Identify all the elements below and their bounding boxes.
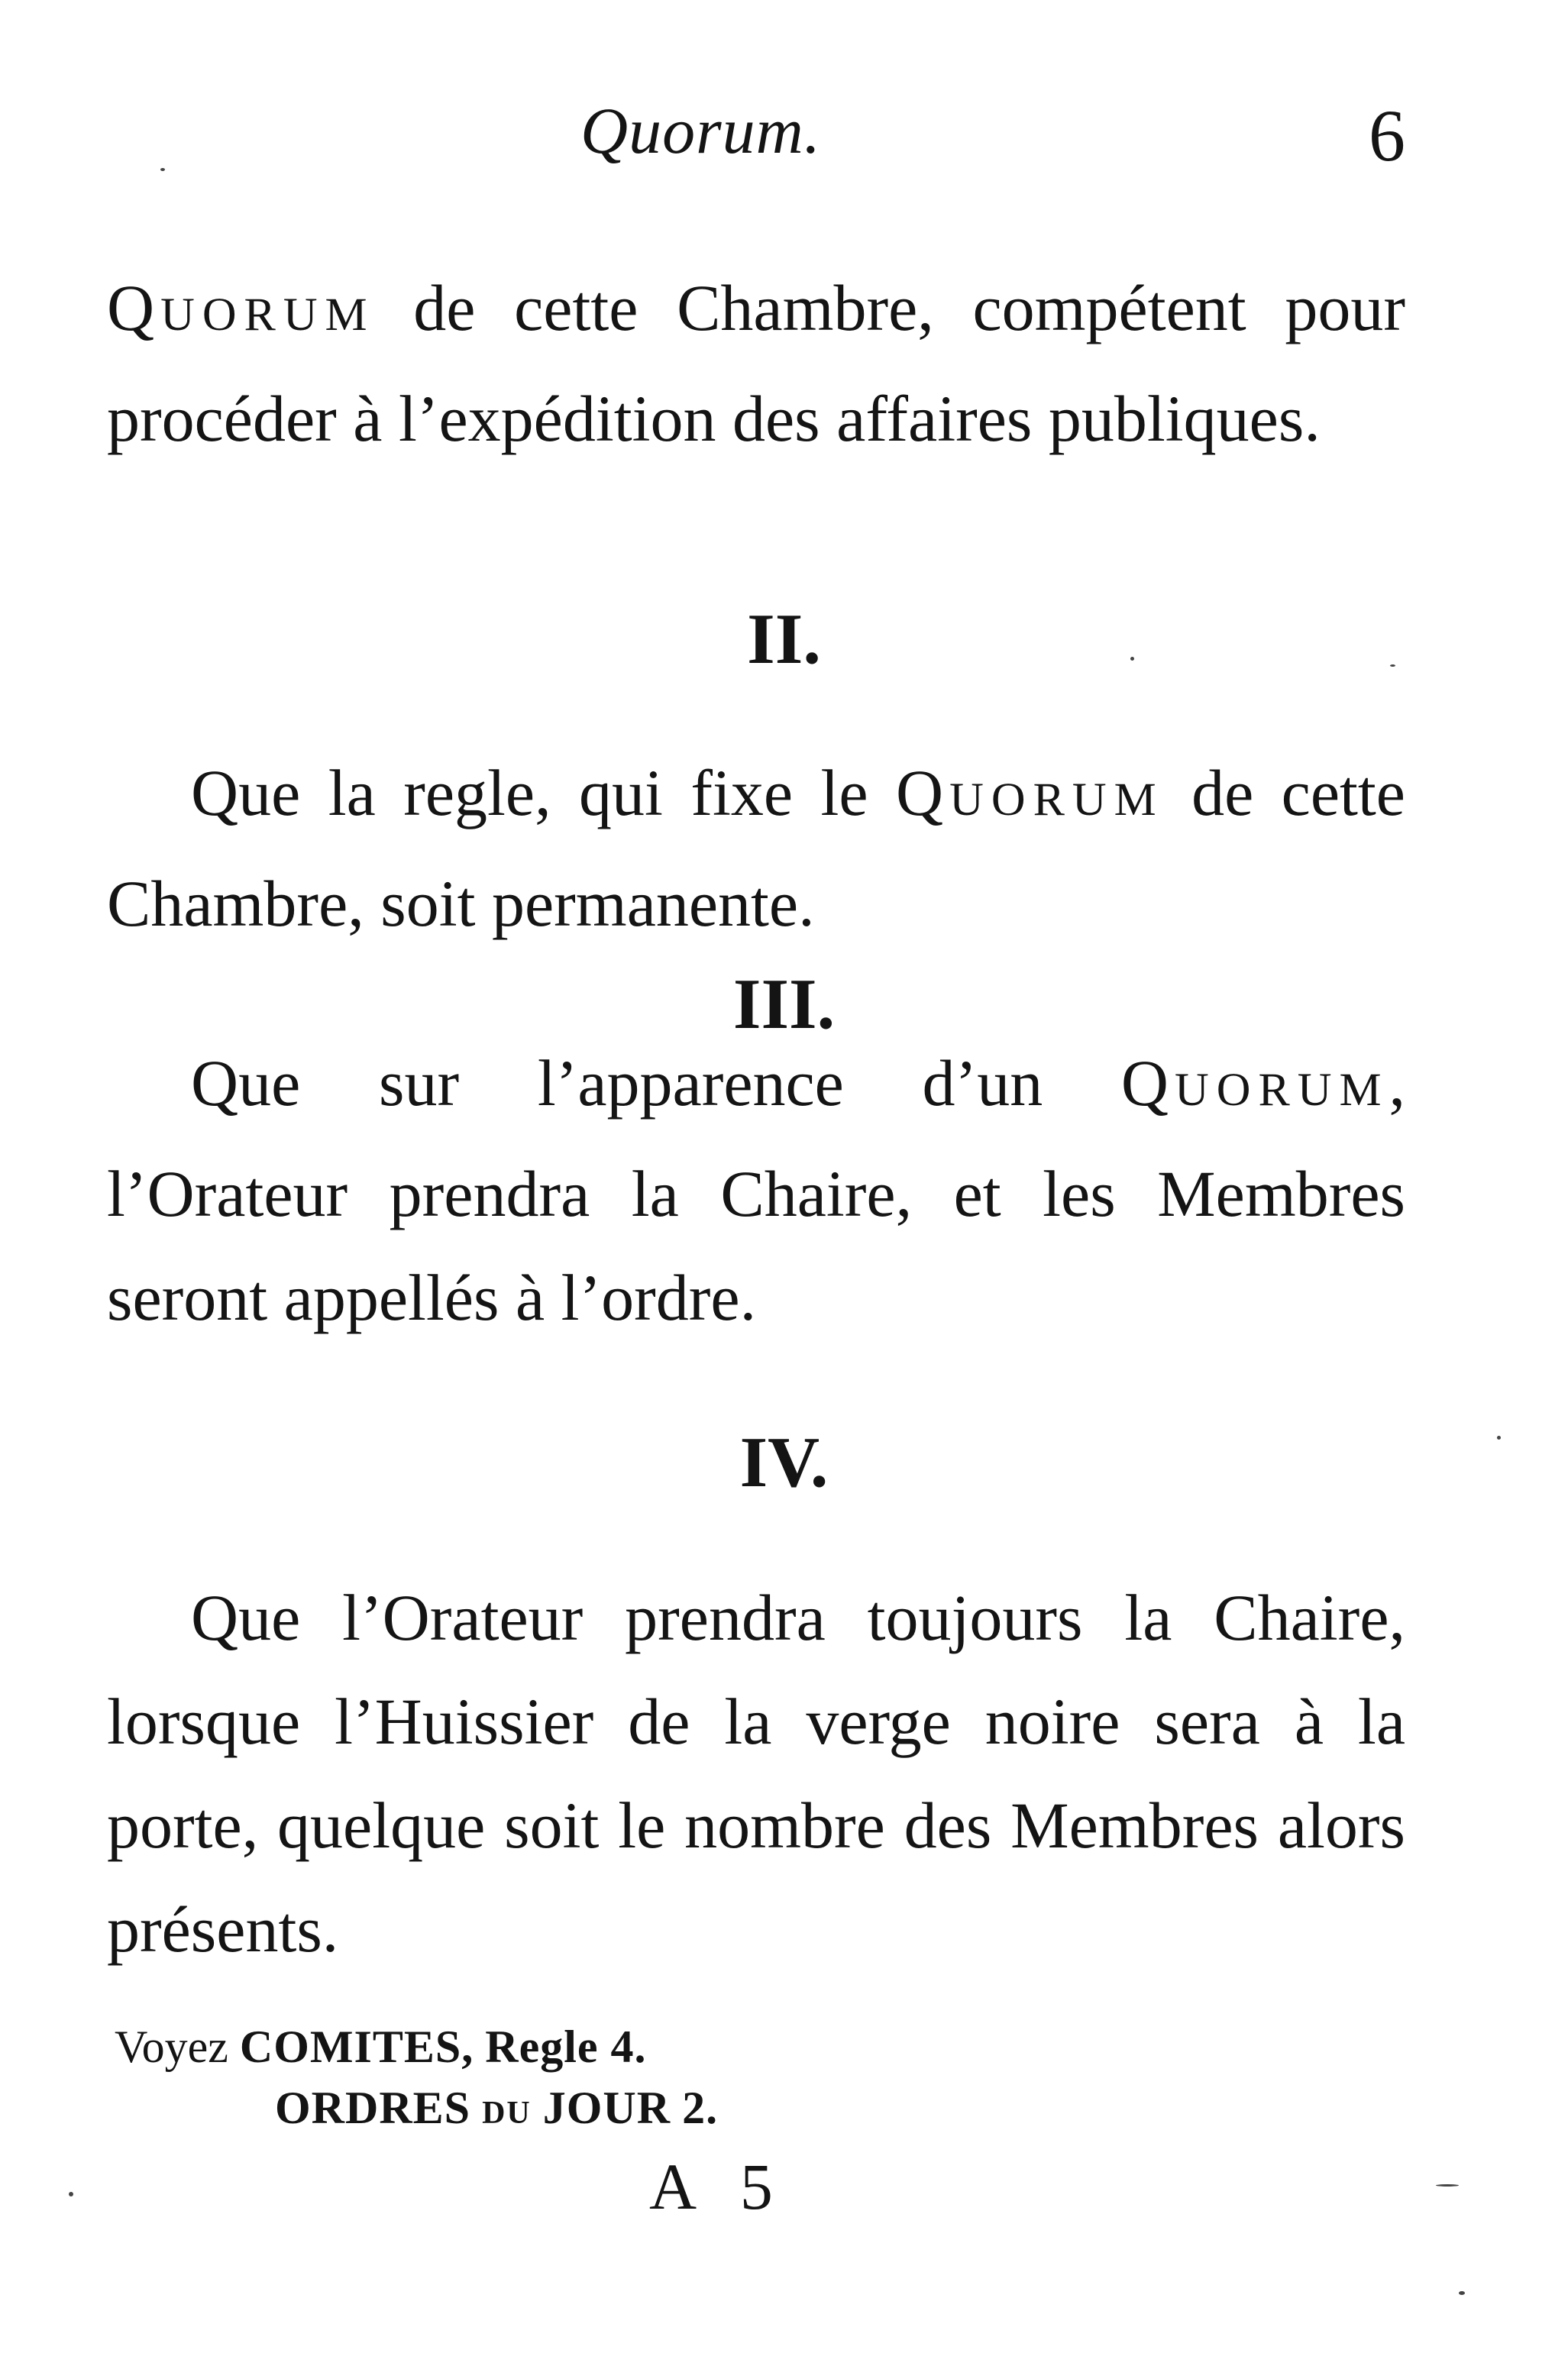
cross-references	[115, 2016, 718, 2144]
reference-line-2: ORDRES DU JOUR 2.	[275, 2083, 719, 2133]
quorum-small-caps: QUORUM	[107, 271, 375, 344]
print-speck	[160, 168, 165, 171]
signature-mark: A 5	[649, 2150, 788, 2223]
print-speck	[1130, 657, 1134, 661]
print-speck	[1459, 2291, 1465, 2295]
article-iv-paragraph	[107, 1566, 1405, 1981]
running-title: Quorum.	[580, 94, 822, 167]
print-speck	[1390, 664, 1395, 667]
running-head	[107, 92, 1405, 176]
article-numeral-iv: IV.	[739, 1423, 829, 1502]
paragraph-text: QUORUM de cette Chambre, compétent pour procéder à l’expédition des affaires publiques.	[107, 271, 1405, 455]
paragraph-text: Que la regle, qui fixe le QUORUM de cette Chambre, soit permanente.	[107, 756, 1405, 940]
article-numeral-iii: III.	[732, 965, 836, 1044]
article-numeral-ii: II.	[747, 600, 821, 679]
article-ii-paragraph	[107, 741, 1405, 955]
reference-line-1: Voyez COMITES, Regle 4.	[115, 2022, 647, 2072]
print-speck	[1436, 2184, 1459, 2187]
paragraph-text: Que l’Orateur prendra toujours la Chaire, lorsque l’Huissier de la verge noire sera à la porte, quelque soit le nombre des Membres alors présents.	[107, 1581, 1405, 1966]
continuation-paragraph	[107, 256, 1405, 470]
article-iii-paragraph	[107, 1031, 1405, 1349]
quorum-small-caps: QUORUM	[896, 756, 1164, 829]
print-speck	[69, 2192, 73, 2196]
quorum-small-caps: QUORUM	[1120, 1046, 1389, 1120]
page-number: 6	[1369, 95, 1405, 176]
paragraph-text: Que sur l’apparence d’un QUORUM, l’Orateur prendra la Chaire, et les Membres seront appellés à l’ordre.	[107, 1046, 1405, 1334]
print-speck	[1497, 1436, 1501, 1440]
